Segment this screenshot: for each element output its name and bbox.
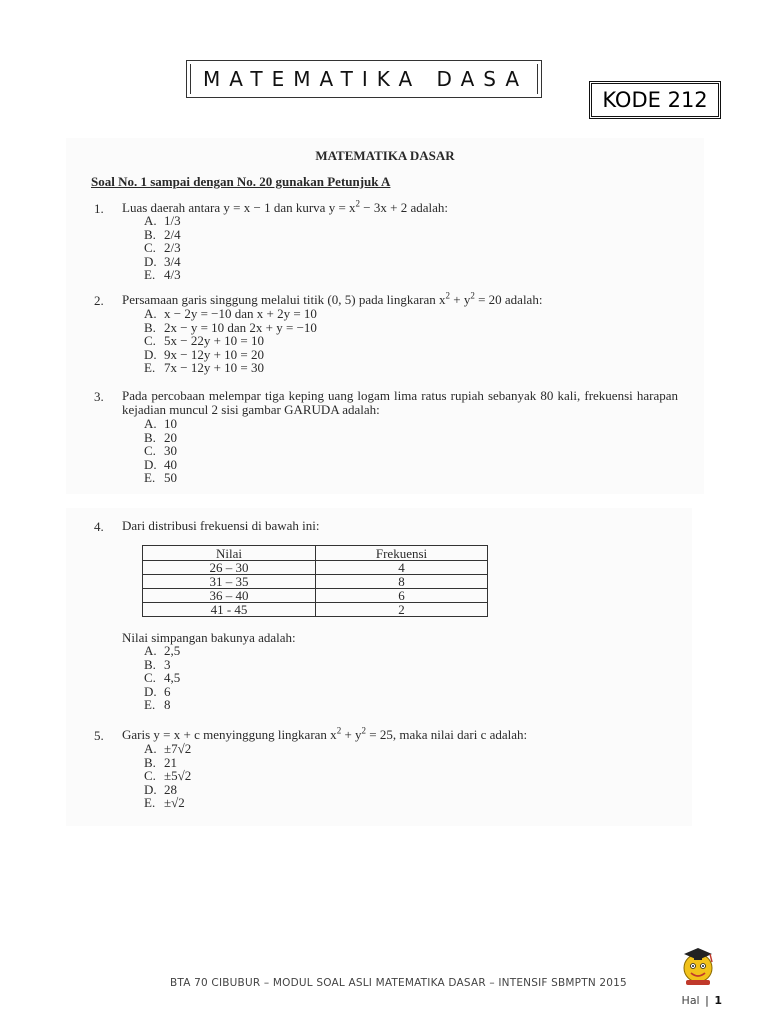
scan-block-1 <box>66 138 704 494</box>
question-text: Pada percobaan melempar tiga keping uang logam lima ratus rupiah sebanyak 80 kali, frekuensi harapan kejadian muncul 2 sisi gambar GARUDA adalah: <box>122 388 678 417</box>
table-cell: 8 <box>316 575 488 589</box>
table-cell: 6 <box>316 589 488 603</box>
frequency-table <box>142 545 488 617</box>
document-heading: MATEMATIKA DASAR <box>315 148 455 163</box>
option-letter: A. <box>144 306 157 321</box>
option-letter: C. <box>144 333 156 349</box>
option-text: 3 <box>164 656 171 672</box>
option-item <box>144 361 317 375</box>
question-text: Dari distribusi frekuensi di bawah ini: <box>122 518 320 533</box>
option-item <box>144 458 177 472</box>
option-text: 2/3 <box>164 240 181 256</box>
table-row <box>143 603 488 617</box>
option-item <box>144 444 177 458</box>
option-letter: E. <box>144 470 156 486</box>
graduate-smiley-mascot-icon <box>674 944 722 986</box>
option-letter: D. <box>144 346 157 362</box>
banner-title: MATEMATIKA DASA <box>203 67 529 91</box>
option-letter: E. <box>144 795 156 811</box>
option-letter: E. <box>144 360 156 376</box>
option-text: 7x − 12y + 10 = 30 <box>164 360 264 376</box>
option-letter: D. <box>144 253 157 269</box>
option-text: 30 <box>164 443 177 459</box>
page-number <box>682 994 722 1007</box>
option-letter: D. <box>144 456 157 472</box>
option-letter: A. <box>144 643 157 658</box>
table-cell: 41 - 45 <box>143 603 316 617</box>
option-letter: C. <box>144 240 156 256</box>
option-item <box>144 756 191 770</box>
option-list <box>144 417 177 485</box>
option-text: 2x − y = 10 dan 2x + y = −10 <box>164 319 317 335</box>
option-letter: C. <box>144 670 156 686</box>
option-letter: B. <box>144 226 156 242</box>
instruction-text: Soal No. 1 sampai dengan No. 20 gunakan Petunjuk A <box>91 174 391 189</box>
option-letter: A. <box>144 741 157 756</box>
option-item <box>144 658 180 672</box>
option-letter: B. <box>144 429 156 445</box>
table-cell: 26 – 30 <box>143 561 316 575</box>
page-label: Hal <box>681 994 700 1007</box>
option-item <box>144 698 180 712</box>
option-item <box>144 742 191 756</box>
option-text: 1/3 <box>164 213 181 228</box>
option-letter: E. <box>144 697 156 713</box>
option-item <box>144 255 181 269</box>
table-cell: 4 <box>316 561 488 575</box>
option-letter: A. <box>144 213 157 228</box>
option-letter: B. <box>144 656 156 672</box>
option-item <box>144 769 191 783</box>
option-item <box>144 334 317 348</box>
option-item <box>144 321 317 335</box>
page-number-value: 1 <box>714 994 722 1007</box>
question-text: Luas daerah antara y = x − 1 dan kurva $y = x^2 - 3x + 2$ adalah: <box>122 198 448 215</box>
question-number: 1. <box>94 201 104 216</box>
question-text: Garis y = x + c menyinggung lingkaran $x^2 + y^2 = 25$, maka nilai dari c adalah: <box>122 725 528 742</box>
option-letter: C. <box>144 768 156 784</box>
table-cell: 2 <box>316 603 488 617</box>
option-text: ±5√2 <box>164 768 192 784</box>
question-text: Persamaan garis singgung melalui titik (0, 5) pada lingkaran $x^2 + y^2 = 20$ adalah: <box>122 290 543 307</box>
option-item <box>144 644 180 658</box>
question-number: 4. <box>94 519 104 534</box>
option-list <box>144 307 317 375</box>
kode-box <box>589 81 721 119</box>
option-text: 28 <box>164 781 177 797</box>
option-letter: D. <box>144 781 157 797</box>
option-text: 2/4 <box>164 226 181 242</box>
option-item <box>144 417 177 431</box>
option-item <box>144 307 317 321</box>
option-text: 5x − 22y + 10 = 10 <box>164 333 264 349</box>
option-item <box>144 471 177 485</box>
question-number: 5. <box>94 728 104 743</box>
option-letter: B. <box>144 754 156 770</box>
option-text: 10 <box>164 416 177 431</box>
option-item <box>144 348 317 362</box>
kode-label: KODE 212 <box>602 88 708 112</box>
followup-text: Nilai simpangan bakunya adalah: <box>122 630 296 645</box>
option-item <box>144 228 181 242</box>
option-text: 6 <box>164 683 171 699</box>
question-number: 3. <box>94 389 104 404</box>
option-letter: A. <box>144 416 157 431</box>
option-text: 9x − 12y + 10 = 20 <box>164 346 264 362</box>
option-letter: D. <box>144 683 157 699</box>
option-text: 2,5 <box>164 643 181 658</box>
option-letter: C. <box>144 443 156 459</box>
option-list <box>144 644 180 712</box>
scan-block-2 <box>66 508 692 826</box>
option-letter: B. <box>144 319 156 335</box>
column-header-frekuensi: Frekuensi <box>316 546 488 561</box>
table-row <box>143 589 488 603</box>
column-header-nilai: Nilai <box>143 546 316 561</box>
option-list <box>144 214 181 282</box>
option-item <box>144 431 177 445</box>
option-item <box>144 268 181 282</box>
table-cell: 31 – 35 <box>143 575 316 589</box>
page-separator: | <box>705 994 709 1007</box>
option-text: 4/3 <box>164 267 181 283</box>
option-item <box>144 214 181 228</box>
option-text: ±√2 <box>164 795 185 811</box>
option-item <box>144 685 180 699</box>
option-text: 40 <box>164 456 177 472</box>
option-text: ±7√2 <box>164 741 192 756</box>
option-text: 50 <box>164 470 177 486</box>
table-row <box>143 561 488 575</box>
option-letter: E. <box>144 267 156 283</box>
table-row <box>143 575 488 589</box>
option-list <box>144 742 191 810</box>
option-text: 8 <box>164 697 171 713</box>
option-text: 4,5 <box>164 670 181 686</box>
option-text: x − 2y = −10 dan x + 2y = 10 <box>164 306 317 321</box>
question-number: 2. <box>94 293 104 308</box>
option-item <box>144 796 191 810</box>
option-item <box>144 241 181 255</box>
footer-text: BTA 70 CIBUBUR – MODUL SOAL ASLI MATEMATIKA DASAR – INTENSIF SBMPTN 2015 <box>170 977 627 989</box>
option-item <box>144 783 191 797</box>
option-text: 3/4 <box>164 253 181 269</box>
option-text: 21 <box>164 754 177 770</box>
option-text: 20 <box>164 429 177 445</box>
table-header-row <box>143 546 488 561</box>
title-banner <box>186 60 542 98</box>
option-item <box>144 671 180 685</box>
table-cell: 36 – 40 <box>143 589 316 603</box>
